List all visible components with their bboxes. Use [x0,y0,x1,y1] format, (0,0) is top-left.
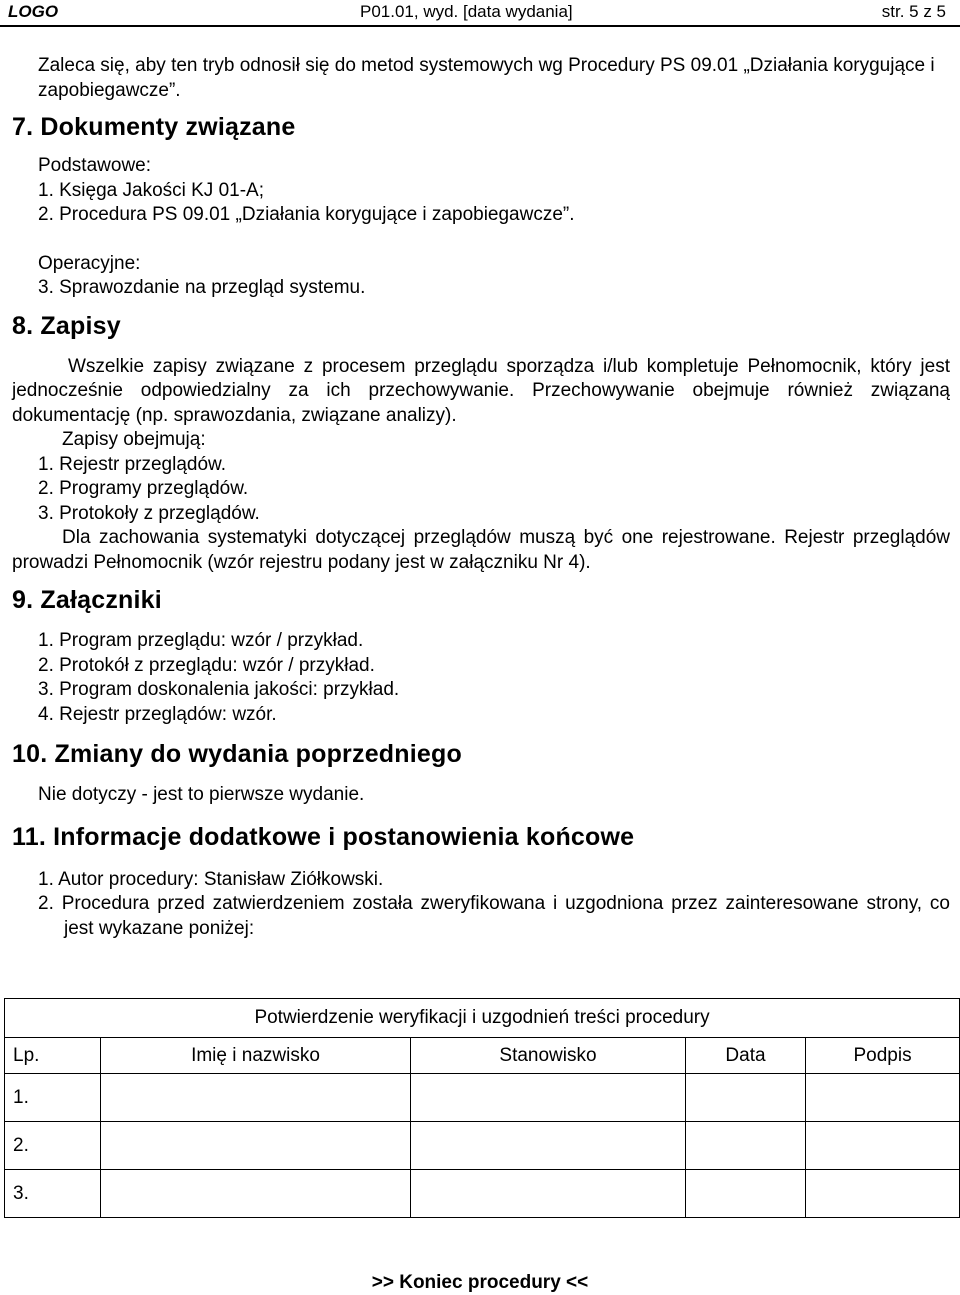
attachment-4: 4. Rejestr przeglądów: wzór. [38,703,277,725]
row-number: 3. [5,1170,101,1218]
info-item-2: 2. Procedura przed zatwierdzeniem została zweryfikowana i uzgodniona przez zainteresowane strony, co jest wykazane poniżej: [38,893,950,939]
basic-doc-2: 2. Procedura PS 09.01 „Działania korygujące i zapobiegawcze”. [38,204,575,225]
signature-cell [806,1122,960,1170]
table-row [5,1170,960,1218]
date-cell [686,1170,806,1218]
signature-cell [806,1074,960,1122]
name-cell [101,1170,411,1218]
name-cell [101,1074,411,1122]
verification-table [4,998,960,1218]
section-8-title: 8. Zapisy [12,311,121,340]
position-cell [411,1074,686,1122]
page-header [0,0,960,26]
col-header-signature: Podpis [806,1038,960,1074]
signature-cell [806,1170,960,1218]
header-divider [0,25,960,27]
attachment-2: 2. Protokół z przeglądu: wzór / przykład. [38,654,375,676]
registration-paragraph: Dla zachowania systematyki dotyczącej przeglądów muszą być one rejestrowane. Rejestr przeglądów prowadzi Pełnomocnik (wzór rejestru podany jest w załączniku Nr 4). [12,527,950,573]
info-item-1: 1. Autor procedury: Stanisław Ziółkowski. [38,868,384,890]
table-row [5,1074,960,1122]
col-header-name: Imię i nazwisko [101,1038,411,1074]
name-cell [101,1122,411,1170]
table-caption: Potwierdzenie weryfikacji i uzgodnień treści procedury [5,999,960,1038]
attachment-1: 1. Program przeglądu: wzór / przykład. [38,630,364,651]
attachment-3: 3. Program doskonalenia jakości: przykład. [38,679,400,700]
page-number: str. 5 z 5 [881,2,946,21]
issue-info: P01.01, wyd. [data wydania] [360,2,573,21]
oper-docs-label: Operacyjne: [38,252,141,274]
record-item-2: 2. Programy przeglądów. [38,478,249,499]
position-cell [411,1170,686,1218]
date-cell [686,1074,806,1122]
logo: LOGO [8,2,59,21]
section-7-title: 7. Dokumenty związane [12,113,296,141]
records-list-label: Zapisy obejmują: [62,429,206,450]
oper-doc-3: 3. Sprawozdanie na przegląd systemu. [38,277,366,298]
record-item-1: 1. Rejestr przeglądów. [38,453,226,475]
date-cell [686,1122,806,1170]
records-paragraph: Wszelkie zapisy związane z procesem przeglądu sporządza i/lub kompletuje Pełnomocnik, który jest jednocześnie odpowiedzialny za ich przechowywanie. Przechowywanie obejmuje również związaną dokumentację (np. sprawozdania, związane analizy). [12,355,950,426]
row-number: 1. [5,1074,101,1122]
section-11-title: 11. Informacje dodatkowe i postanowienia końcowe [12,822,635,851]
record-item-3: 3. Protokoły z przeglądów. [38,502,260,524]
intro-paragraph: Zaleca się, aby ten tryb odnosił się do metod systemowych wg Procedury PS 09.01 „Działania korygujące i zapobiegawcze”. [38,55,935,101]
col-header-position: Stanowisko [411,1038,686,1074]
row-number: 2. [5,1122,101,1170]
changes-text: Nie dotyczy - jest to pierwsze wydanie. [38,784,365,805]
verification-table-wrapper [4,998,959,1218]
section-10-title: 10. Zmiany do wydania poprzedniego [12,740,462,768]
basic-doc-1: 1. Księga Jakości KJ 01-A; [38,179,264,201]
end-of-procedure: >> Koniec procedury << [371,1272,589,1293]
table-row [5,1122,960,1170]
basic-docs-label: Podstawowe: [38,155,152,176]
position-cell [411,1122,686,1170]
col-header-date: Data [686,1038,806,1074]
col-header-lp: Lp. [5,1038,101,1074]
section-9-title: 9. Załączniki [12,586,162,614]
document-body [12,54,950,941]
